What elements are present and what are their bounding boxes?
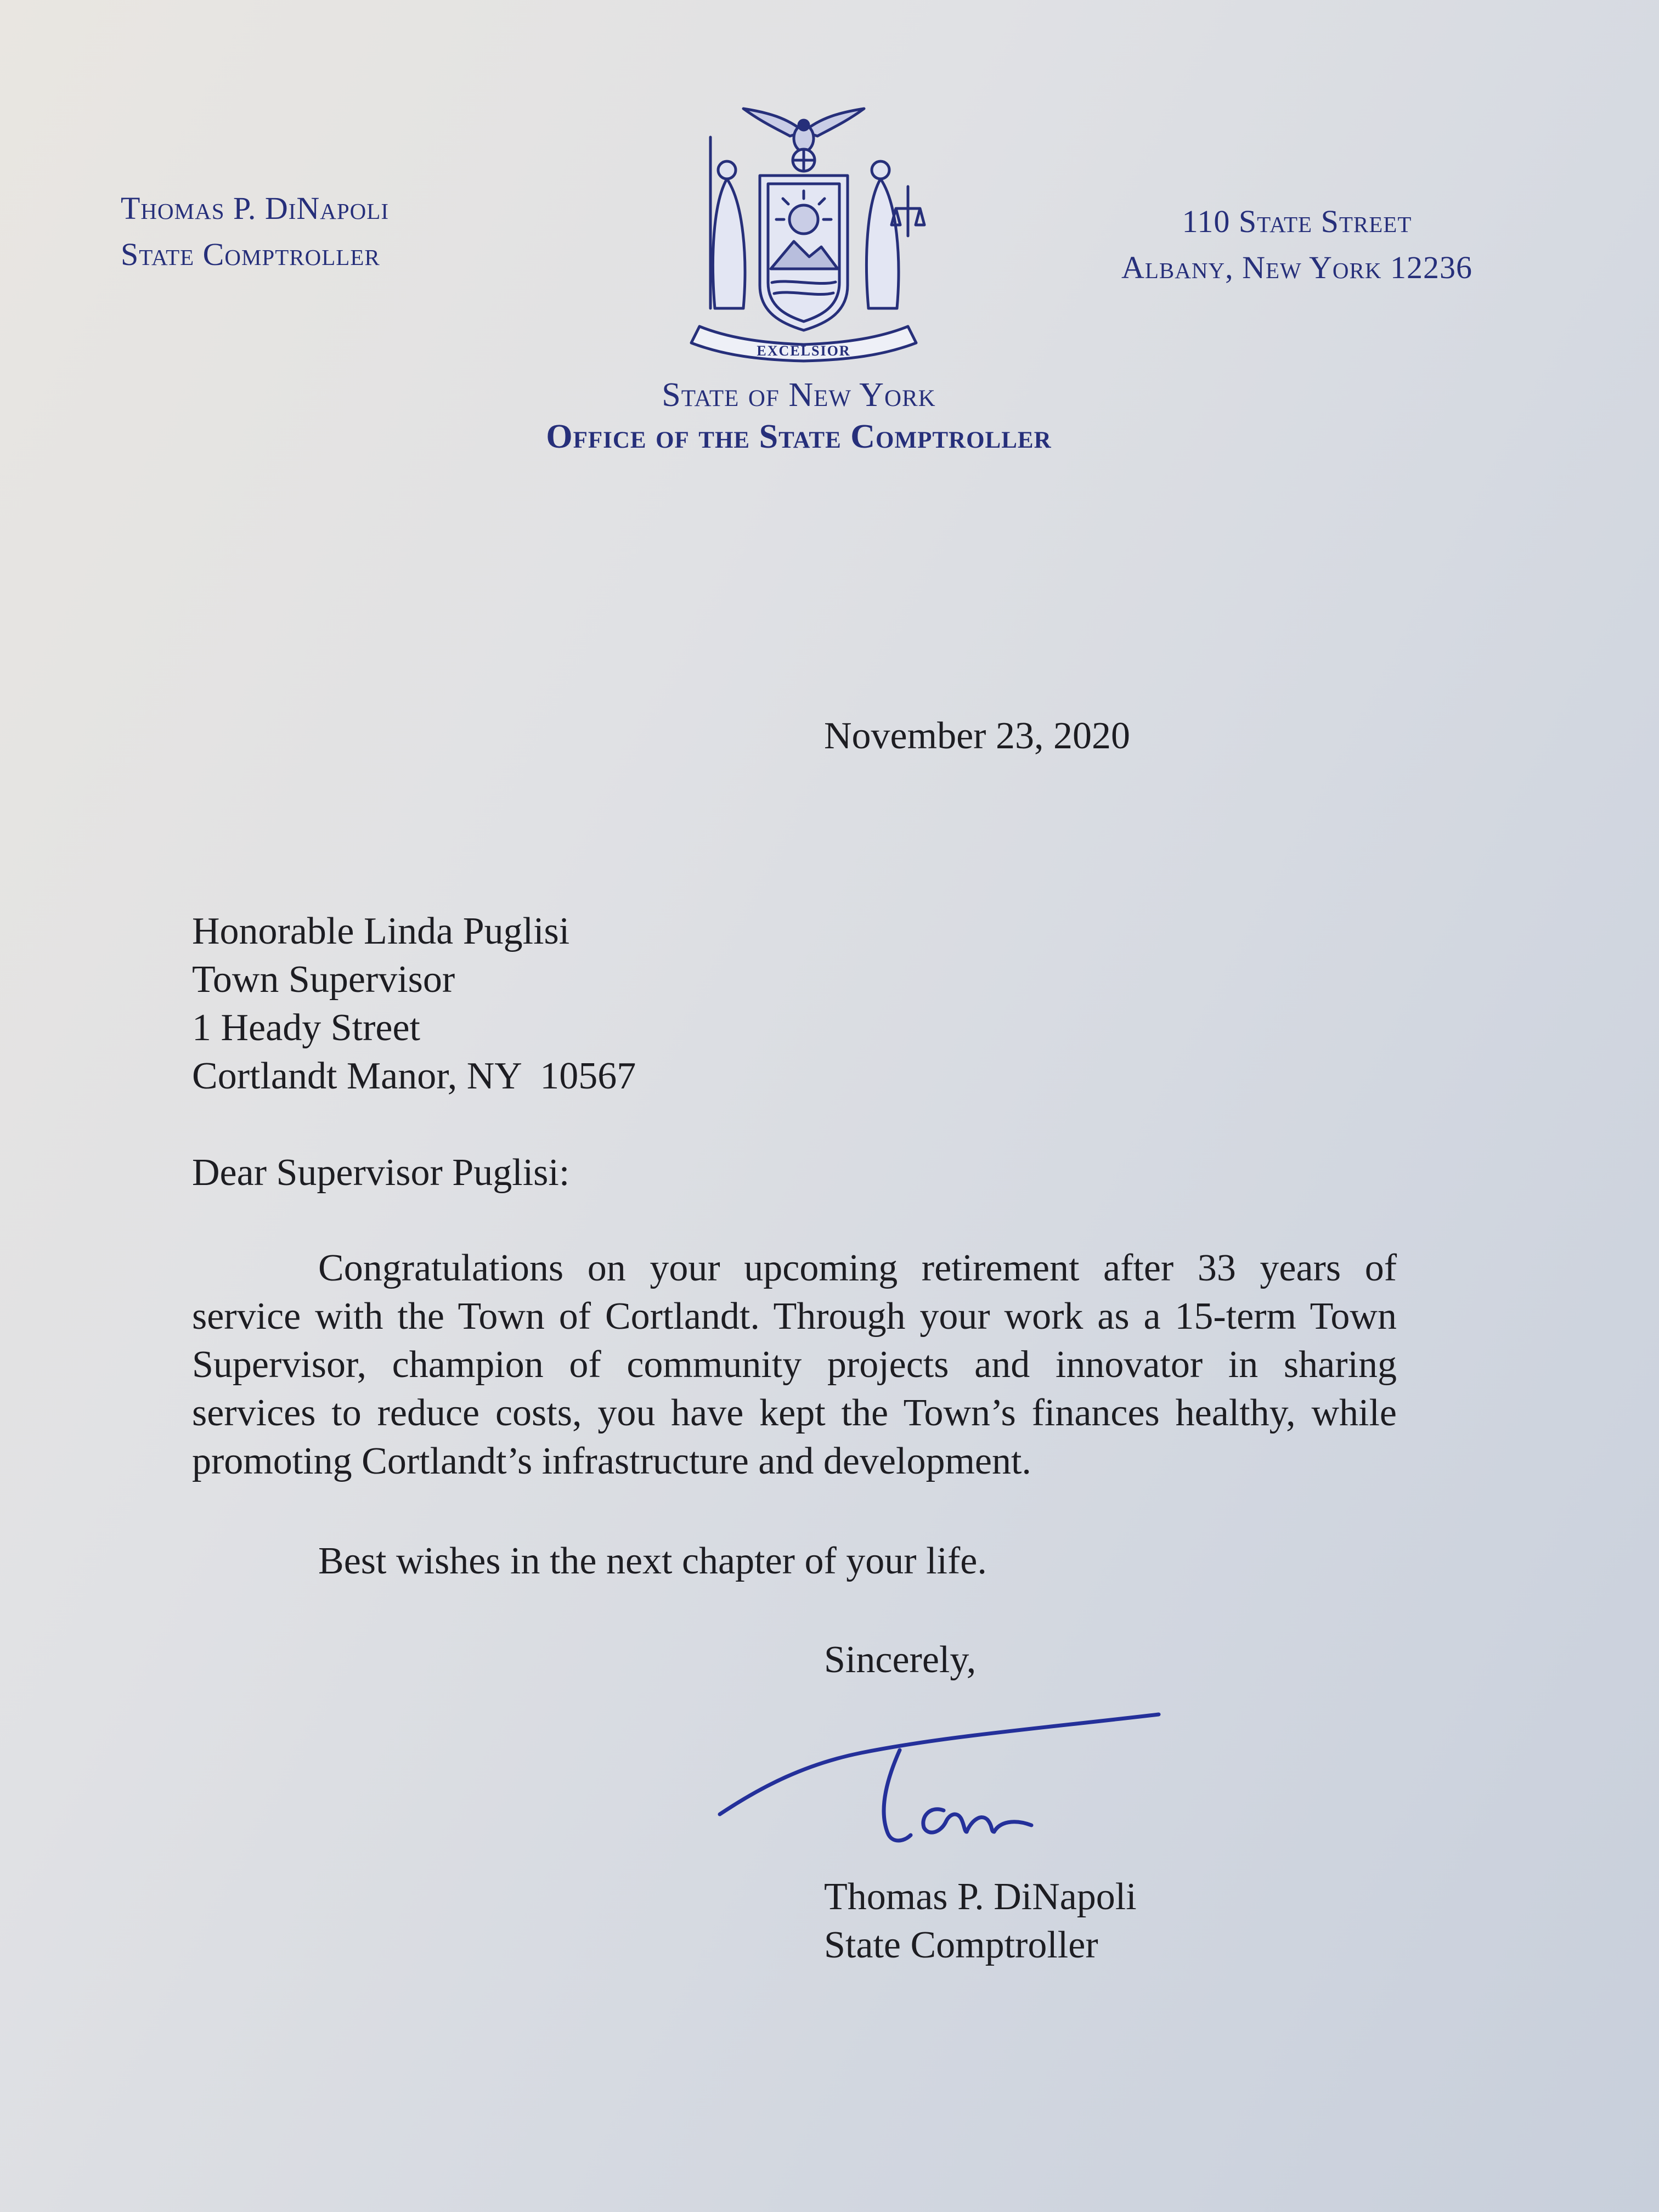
letterhead-state: State of New York [662, 376, 936, 414]
inside-address [192, 907, 636, 1101]
letterhead-sender-title: State Comptroller [121, 236, 380, 272]
salutation: Dear Supervisor Puglisi: [192, 1152, 570, 1194]
letterhead-city: Albany, New York 12236 [1121, 250, 1472, 285]
signer-title: State Comptroller [824, 1924, 1098, 1966]
new-york-state-seal-icon [667, 93, 941, 368]
address-line: Town Supervisor [192, 958, 455, 1001]
letterhead-sender-name: Thomas P. DiNapoli [121, 190, 389, 226]
letterhead-office: Office of the State Comptroller [546, 418, 1052, 455]
address-line: Honorable Linda Puglisi [192, 910, 570, 952]
valediction: Sincerely, [824, 1639, 977, 1681]
signature-block [824, 1873, 1137, 1970]
letterhead-street: 110 State Street [1182, 204, 1412, 239]
body-paragraph: Congratulations on your upcoming retirement after 33 years of service with the Town of Cortlandt. Through your work as a 15-term Town Supervisor, champion of community projects and innovator in sharing services to reduce costs, you have kept the Town’s finances healthy, while promoting Cortlandt’s infrastructure and development. [192, 1247, 1397, 1482]
letterhead-sender [121, 185, 389, 278]
address-line: Cortlandt Manor, NY 10567 [192, 1055, 636, 1097]
handwritten-signature-icon [713, 1698, 1174, 1879]
address-line: 1 Heady Street [192, 1007, 420, 1049]
letterhead-address [1121, 199, 1472, 291]
letter-date: November 23, 2020 [824, 715, 1130, 757]
signer-name: Thomas P. DiNapoli [824, 1876, 1137, 1918]
seal-motto: EXCELSIOR [757, 343, 851, 359]
closing-paragraph: Best wishes in the next chapter of your life. [318, 1540, 987, 1582]
